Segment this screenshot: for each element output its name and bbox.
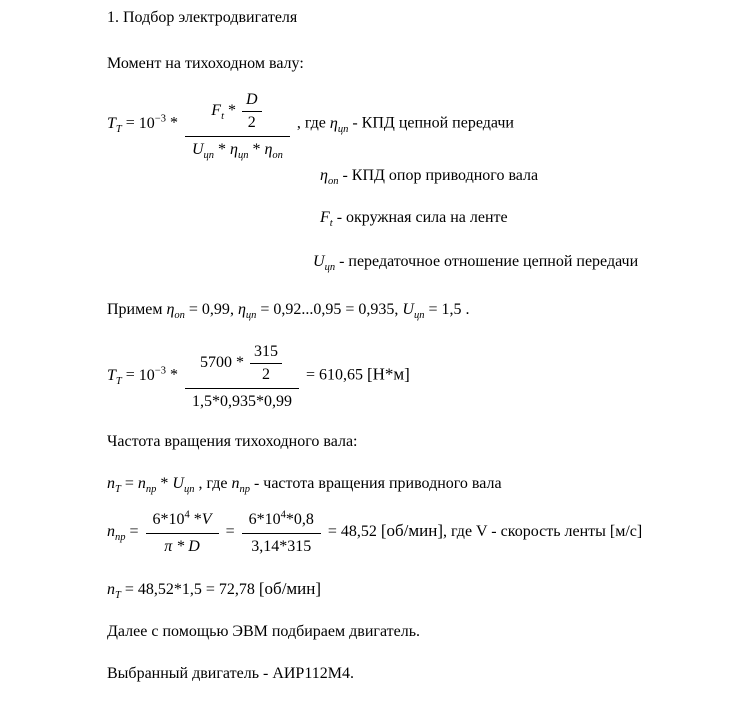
n-pr-symbol-group <box>137 475 157 496</box>
eta-symbol: η <box>320 167 328 184</box>
u-subscript: цп <box>183 484 195 496</box>
equals-sign: = <box>125 114 135 132</box>
speed-label: Частота вращения тихоходного вала: <box>107 433 358 450</box>
u-symbol: U <box>313 253 325 270</box>
main-fraction <box>185 88 290 160</box>
eta-cp-subscript: цп <box>337 123 349 135</box>
diameter-value: 315 <box>250 342 282 364</box>
eta-symbol: η <box>166 301 175 318</box>
multiply-sign: * <box>218 141 227 158</box>
speed-unit: [об/мин] <box>258 579 322 598</box>
t-symbol: T <box>107 114 116 132</box>
drive-speed-formula <box>107 508 729 557</box>
multiply-sign: * <box>169 114 178 132</box>
n-symbol: n <box>231 475 240 492</box>
u-cp-value: = 1,5 <box>428 301 462 318</box>
eta-cp-subscript: цп <box>245 310 257 322</box>
u-symbol: U <box>172 475 184 492</box>
t-symbol: T <box>107 366 116 384</box>
t-subscript: Т <box>115 123 122 135</box>
eta-cp-value: = 0,92...0,95 = 0,935 <box>260 301 395 318</box>
eta-op-symbol-group <box>166 301 185 322</box>
definition-u-cp <box>313 252 729 272</box>
n-symbol: n <box>107 475 115 492</box>
selected-motor-line: Выбранный двигатель - АИР112М4. <box>107 665 354 682</box>
multiply-sign: * <box>227 102 236 120</box>
d-over-2-fraction <box>242 90 262 133</box>
n-t-subscript: Т <box>115 590 121 602</box>
f-subscript: t <box>221 111 224 123</box>
u-cp-symbol-group <box>191 141 215 162</box>
multiply-sign: * <box>160 475 169 492</box>
eta-cp-symbol-group <box>230 141 249 162</box>
comma: , <box>394 301 399 318</box>
eta-op-value: = 0,99 <box>188 301 230 318</box>
n-t-symbol-group <box>107 475 121 496</box>
t-torque-lhs <box>107 366 122 387</box>
numerator <box>185 340 299 389</box>
numerator-value: 6*10 <box>248 511 281 528</box>
eta-cp-subscript: цп <box>237 150 249 162</box>
d-symbol: D <box>242 90 262 112</box>
assumptions-line <box>107 300 729 320</box>
definition-eta-op <box>320 166 729 186</box>
main-fraction <box>185 340 299 412</box>
d-symbol: D <box>188 538 200 555</box>
u-cp-symbol-group <box>172 475 195 496</box>
v-symbol: V <box>201 511 212 528</box>
eta-cp-symbol-group <box>329 114 349 135</box>
denominator-values: 1,5*0,935*0,99 <box>191 393 292 410</box>
denominator <box>146 534 219 557</box>
where-word: , где <box>296 114 326 132</box>
power-exponent: 4 <box>184 509 190 521</box>
multiply-sign: * <box>193 511 202 528</box>
numerator <box>146 508 219 534</box>
numerator-value: *0,8 <box>285 511 314 528</box>
where-word: , где <box>198 475 228 492</box>
u-symbol: U <box>191 141 204 158</box>
n-pr-description: - частота вращения приводного вала <box>253 475 502 492</box>
calculation-body: = 48,52*1,5 = 72,78 <box>124 581 255 598</box>
speed-formula-symbolic <box>107 474 729 494</box>
speed-result: = 48,52 <box>327 523 377 541</box>
u-subscript: цп <box>413 310 425 322</box>
u-subscript: цп <box>203 150 215 162</box>
definition-text: - КПД опор приводного вала <box>342 167 539 184</box>
numerator <box>242 508 321 534</box>
torque-formula-symbolic <box>107 88 729 160</box>
equals-sign: = <box>125 366 135 384</box>
f-symbol: F <box>211 102 222 120</box>
power-base: 10 <box>138 366 155 384</box>
equals-sign: = <box>124 475 134 492</box>
equals-sign: = <box>225 523 235 541</box>
n-t-symbol-group <box>107 581 121 602</box>
eta-symbol: η <box>230 141 238 158</box>
numeric-fraction <box>242 508 321 557</box>
eta-op-symbol-group <box>320 167 339 188</box>
eta-op-subscript: оп <box>327 176 339 188</box>
n-t-subscript: Т <box>115 484 121 496</box>
eta-op-symbol-group <box>264 141 283 162</box>
n-pr-symbol-group <box>231 475 250 496</box>
eta-cp-description: - КПД цепной передачи <box>352 114 514 132</box>
numerator-value: 6*10 <box>152 511 185 528</box>
power-base: 10 <box>138 114 155 132</box>
n-pr-subscript: пр <box>145 484 157 496</box>
numerator <box>185 88 290 137</box>
315-over-2-fraction <box>250 342 282 385</box>
n-pr-subscript: пр <box>239 484 250 496</box>
ft-symbol-group <box>211 102 224 123</box>
torque-unit: [Н*м] <box>366 364 410 384</box>
period: . <box>465 301 470 318</box>
power-coefficient <box>139 115 166 132</box>
denominator-2: 2 <box>261 366 270 383</box>
power-exponent: 4 <box>280 509 286 521</box>
n-pr-symbol-group <box>107 523 126 544</box>
n-symbol: n <box>137 475 146 492</box>
eta-symbol: η <box>264 141 273 158</box>
t-subscript: Т <box>115 375 122 387</box>
multiply-sign: * <box>169 366 178 384</box>
u-symbol: U <box>402 301 414 318</box>
assume-word: Примем <box>107 301 163 318</box>
eta-op-subscript: оп <box>272 150 283 162</box>
multiply-sign: * <box>252 141 261 158</box>
power-coefficient <box>139 367 166 384</box>
velocity-note: , где V - скорость ленты [м/с] <box>443 523 643 541</box>
section-heading: 1. Подбор электродвигателя <box>107 9 298 26</box>
eta-op-subscript: оп <box>174 310 185 322</box>
definition-ft <box>320 208 729 228</box>
speed-unit: [об/мин] <box>380 521 444 541</box>
f-subscript: t <box>329 218 333 230</box>
u-cp-symbol-group <box>402 301 425 322</box>
torque-formula-numeric <box>107 340 729 412</box>
eta-symbol: η <box>237 301 246 318</box>
symbolic-fraction <box>146 508 219 557</box>
denominator <box>185 137 290 160</box>
n-pr-subscript: пр <box>115 532 126 544</box>
ft-symbol-group <box>320 209 333 230</box>
eta-cp-symbol-group <box>237 301 257 322</box>
moment-label: Момент на тихоходном валу: <box>107 55 304 72</box>
definition-text: - передаточное отношение цепной передачи <box>339 253 639 270</box>
torque-result: = 610,65 <box>305 366 363 384</box>
u-subscript: цп <box>324 262 336 274</box>
definition-text: - окружная сила на ленте <box>336 209 508 226</box>
power-exponent: −3 <box>154 113 166 125</box>
n-symbol: n <box>107 523 115 541</box>
u-cp-symbol-group <box>313 253 336 274</box>
denominator-2: 2 <box>247 114 256 131</box>
power-exponent: −3 <box>154 365 166 377</box>
eta-symbol: η <box>329 114 338 132</box>
equals-sign: = <box>129 523 139 541</box>
t-torque-lhs <box>107 114 122 135</box>
evm-note: Далее с помощью ЭВМ подбираем двигатель. <box>107 623 421 640</box>
n-symbol: n <box>107 581 115 598</box>
numerator-value: 5700 * <box>199 354 244 372</box>
f-symbol: F <box>320 209 330 226</box>
denominator-values: 3,14*315 <box>251 538 312 555</box>
comma: , <box>229 301 234 318</box>
output-speed-result <box>107 579 729 600</box>
pi-symbol: π * <box>164 538 185 555</box>
